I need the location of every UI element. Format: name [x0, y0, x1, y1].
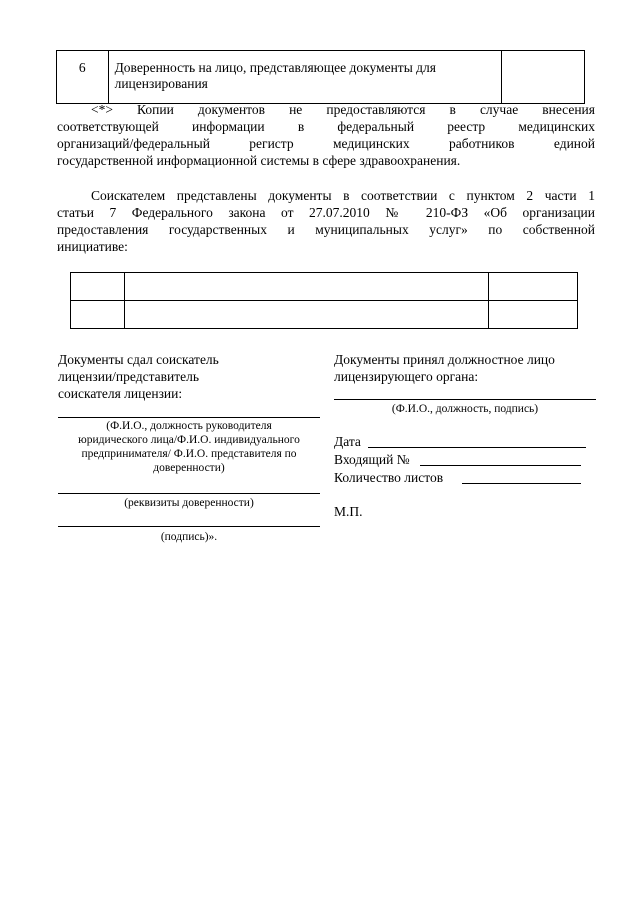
submitter-fio-line [58, 417, 320, 418]
date-line [368, 447, 586, 448]
signature-line [58, 526, 320, 527]
sheet-count-line [462, 483, 581, 484]
table-row [57, 51, 585, 104]
power-of-attorney-line [58, 493, 320, 494]
row-description: Доверенность на лицо, представляющее документы для лицензирования [108, 51, 501, 104]
footnote: <*> Копии документов не предоставляются в случае внесения соответствующей информации в федеральный реестр медицинских организаций/федеральный регистр медицинских работников единой государственной информационной системы в сфере здравоохранения. [57, 102, 595, 168]
documents-table [56, 50, 585, 104]
applicant-paragraph: Соискателем представлены документы в соответствии с пунктом 2 части 1 статьи 7 Федерального закона от 27.07.2010 № 210-ФЗ «Об организации предоставления государственных и муниципальных услуг» по собственной инициативе: [57, 188, 595, 254]
sheet-count-label: Количество листов [334, 470, 444, 485]
receiver-fio-line [334, 399, 596, 400]
date-label: Дата [334, 434, 361, 449]
table-row [71, 301, 578, 329]
receiver-fio-caption: (Ф.И.О., должность, подпись) [391, 403, 539, 415]
submitter-fio-caption: (Ф.И.О., должность руководителя юридического лица/Ф.И.О. индивидуального предпринимателя/ Ф.И.О. представителя по доверенности) [78, 420, 300, 474]
incoming-number-line [420, 465, 581, 466]
power-of-attorney-caption: (реквизиты доверенности) [124, 497, 254, 509]
table-row [71, 273, 578, 301]
row-number: 6 [57, 51, 109, 104]
incoming-number-label: Входящий № [334, 452, 410, 467]
initiative-documents-table [70, 272, 578, 329]
seal-label: М.П. [334, 504, 363, 519]
receiver-heading: Документы принял должностное лицо лицензирующего органа: [334, 352, 555, 384]
signature-caption: (подпись)». [160, 531, 218, 543]
submitter-heading: Документы сдал соискатель лицензии/представитель соискателя лицензии: [58, 352, 219, 401]
row-mark-cell [501, 51, 584, 104]
